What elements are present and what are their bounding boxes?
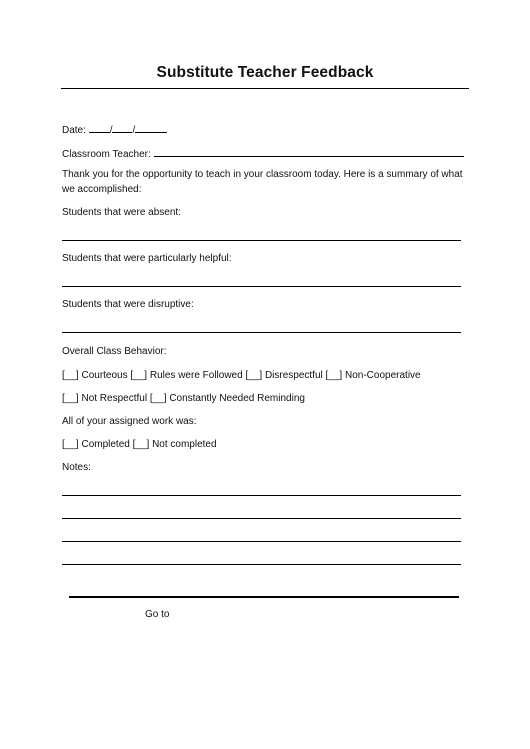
classroom-teacher-row bbox=[62, 146, 464, 162]
date-day-field[interactable] bbox=[112, 122, 132, 133]
option-label: Non-Cooperative bbox=[345, 370, 421, 381]
notes-write-line[interactable] bbox=[62, 564, 461, 565]
footer-divider bbox=[69, 596, 459, 598]
page-title: Substitute Teacher Feedback bbox=[156, 64, 374, 81]
goto-link-text[interactable]: Go to bbox=[145, 609, 170, 620]
date-year-field[interactable] bbox=[135, 122, 167, 133]
behavior-options-row bbox=[62, 392, 305, 406]
goto-link[interactable] bbox=[145, 609, 169, 620]
behavior-label: Overall Class Behavior: bbox=[62, 346, 167, 357]
work-options-row bbox=[62, 438, 217, 452]
checkbox-courteous[interactable]: [__] bbox=[62, 370, 79, 381]
checkbox-not-completed[interactable]: [__] bbox=[132, 439, 150, 450]
date-row bbox=[62, 122, 167, 138]
date-month-field[interactable] bbox=[89, 122, 110, 133]
checkbox-completed[interactable]: [__] bbox=[62, 439, 79, 450]
absent-label: Students that were absent: bbox=[62, 207, 181, 218]
date-label: Date: bbox=[62, 125, 86, 136]
helpful-write-line[interactable] bbox=[62, 286, 461, 287]
date-separator: / bbox=[132, 125, 136, 136]
notes-write-line[interactable] bbox=[62, 495, 461, 496]
option-label: Not Respectful bbox=[81, 393, 148, 404]
notes-label: Notes: bbox=[62, 462, 91, 473]
option-label: Not completed bbox=[152, 439, 217, 450]
checkbox-non-cooperative[interactable]: [__] bbox=[325, 370, 343, 381]
title-divider bbox=[61, 88, 469, 89]
helpful-label: Students that were particularly helpful: bbox=[62, 253, 232, 264]
checkbox-not-respectful[interactable]: [__] bbox=[62, 393, 79, 404]
checkbox-disrespectful[interactable]: [__] bbox=[245, 370, 263, 381]
notes-write-line[interactable] bbox=[62, 541, 461, 542]
intro-paragraph: Thank you for the opportunity to teach in your classroom today. Here is a summary of what we accomplished: bbox=[62, 169, 463, 195]
absent-write-line[interactable] bbox=[62, 240, 461, 241]
classroom-teacher-label: Classroom Teacher: bbox=[62, 149, 151, 160]
disruptive-label: Students that were disruptive: bbox=[62, 299, 194, 310]
option-label: Completed bbox=[81, 439, 130, 450]
notes-write-line[interactable] bbox=[62, 518, 461, 519]
option-label: Rules were Followed bbox=[149, 370, 243, 381]
option-label: Disrespectful bbox=[264, 370, 323, 381]
option-label: Courteous bbox=[81, 370, 128, 381]
date-separator: / bbox=[109, 125, 113, 136]
work-label: All of your assigned work was: bbox=[62, 416, 197, 427]
checkbox-rules-followed[interactable]: [__] bbox=[130, 370, 148, 381]
behavior-options-row bbox=[62, 369, 421, 383]
disruptive-write-line[interactable] bbox=[62, 332, 461, 333]
checkbox-constantly-needed-reminding[interactable]: [__] bbox=[149, 393, 167, 404]
classroom-teacher-field[interactable] bbox=[154, 146, 464, 157]
option-label: Constantly Needed Reminding bbox=[169, 393, 305, 404]
